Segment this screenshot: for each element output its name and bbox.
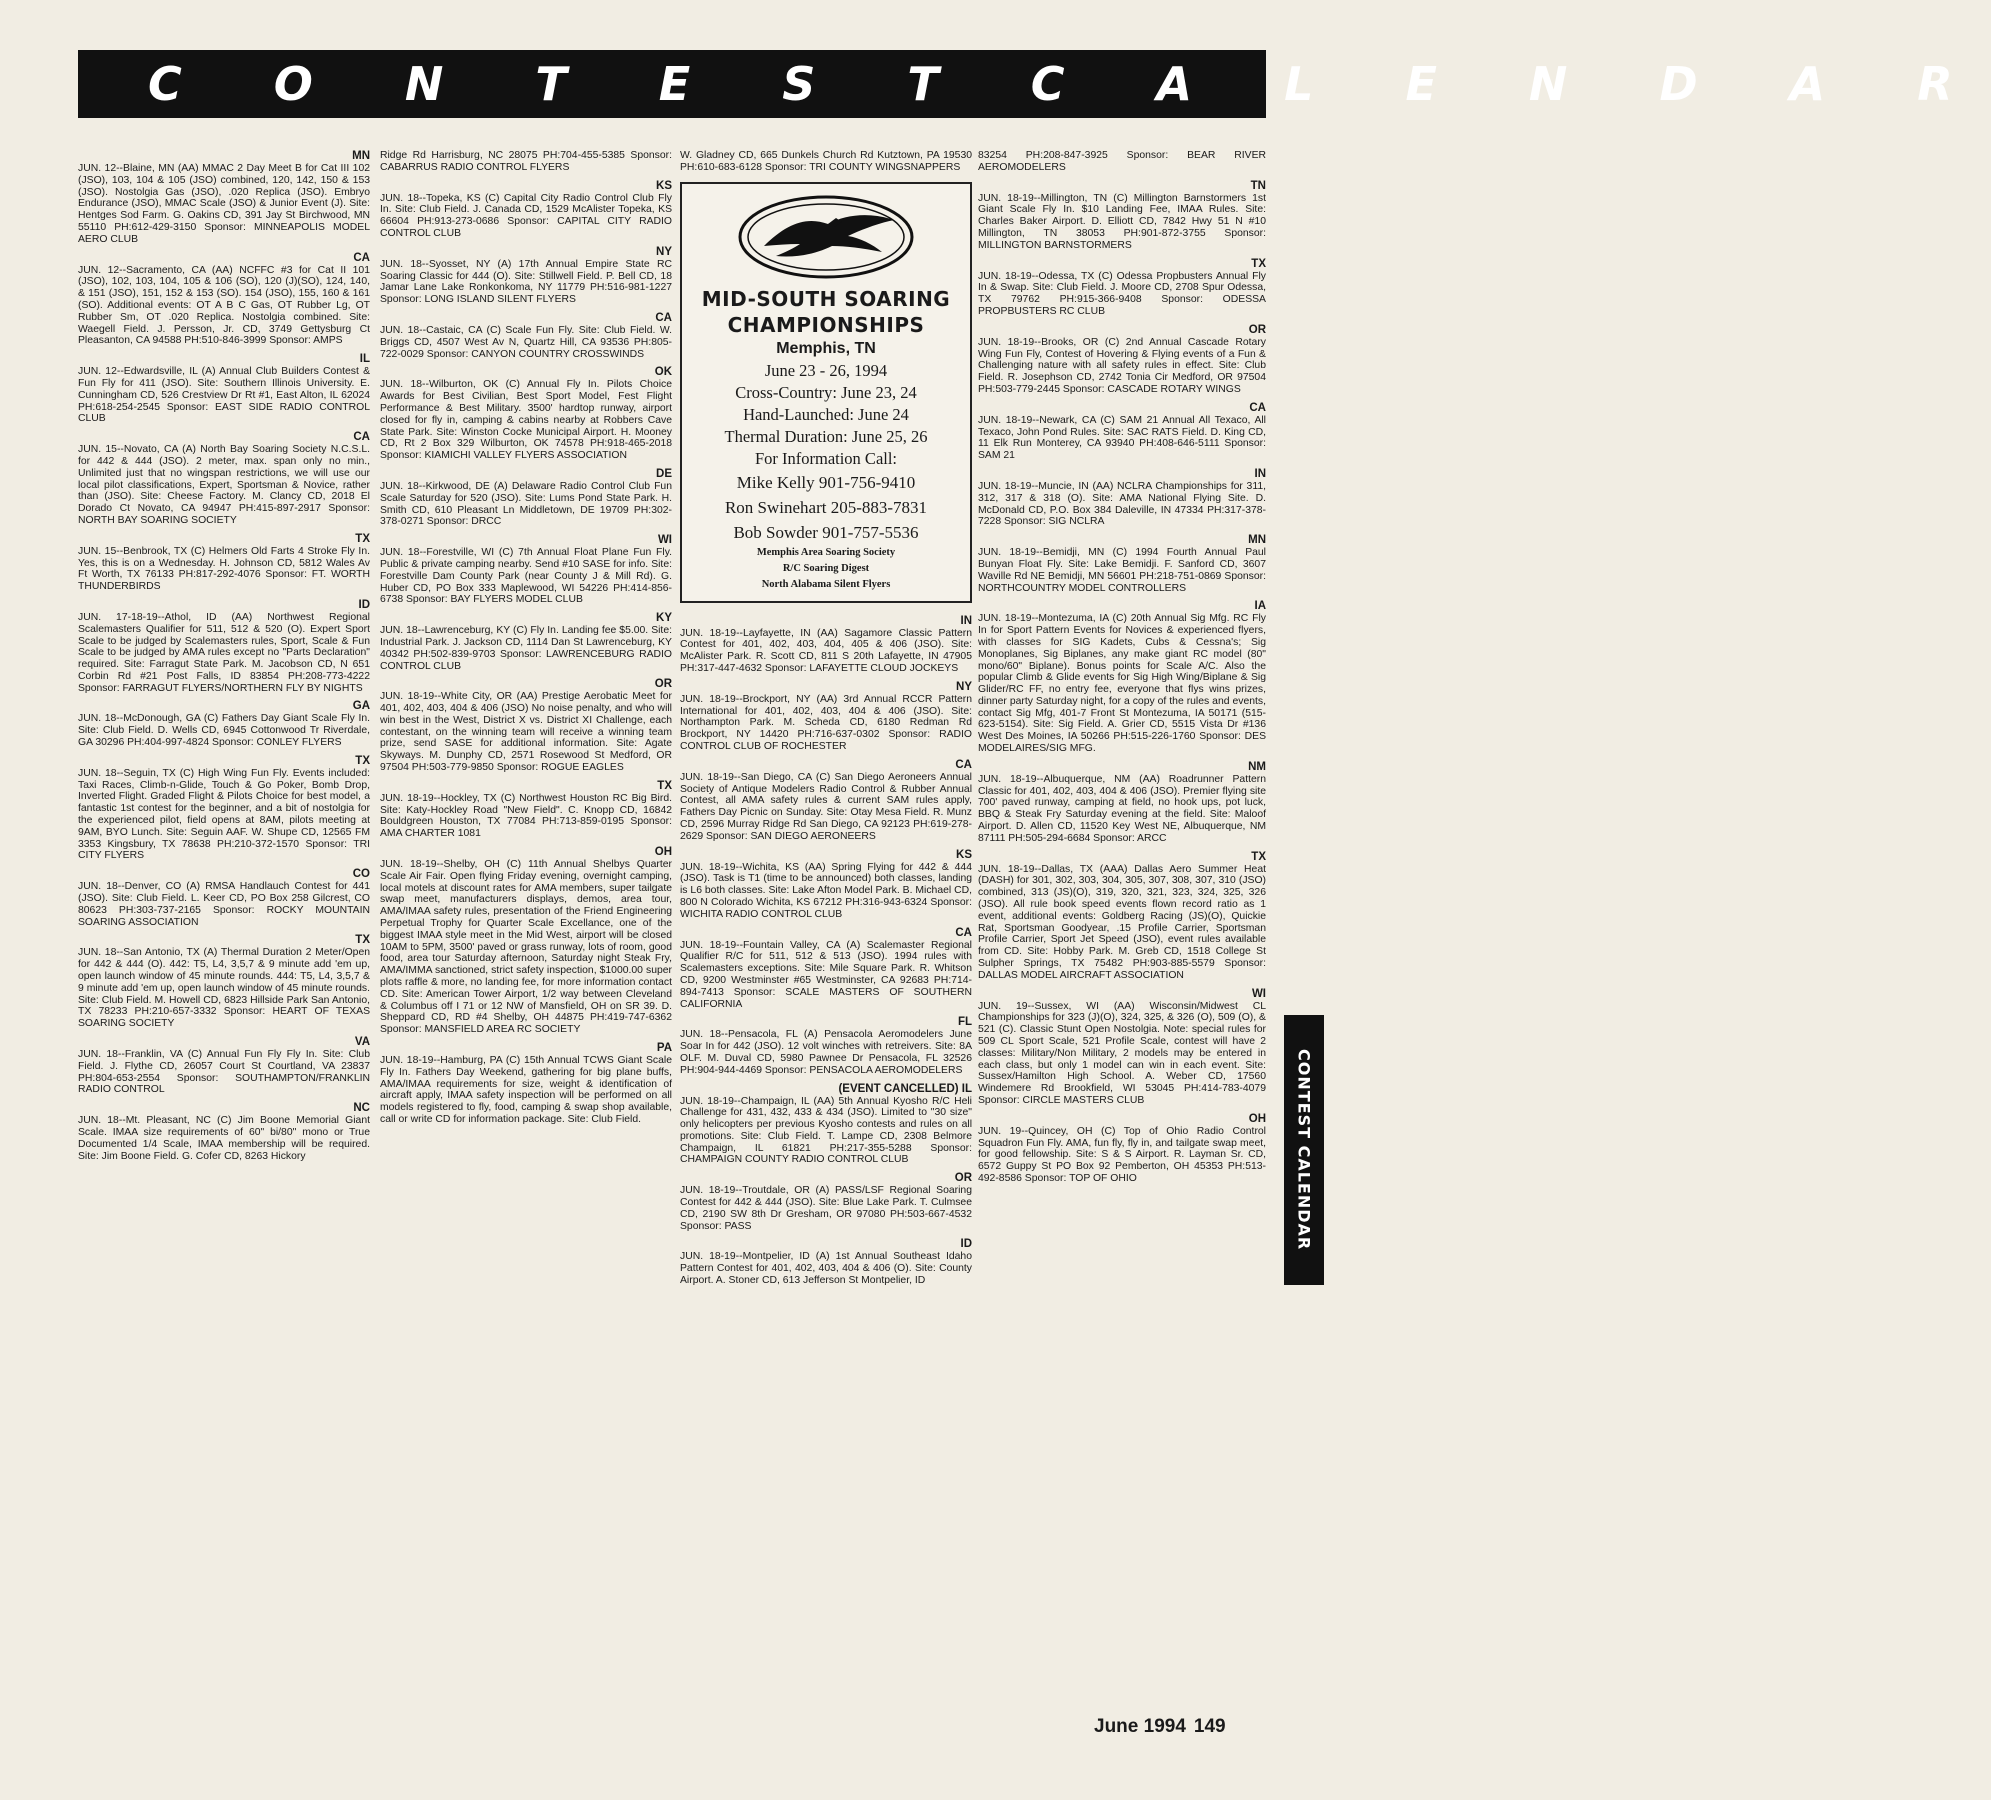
contest-listing: JUN. 18-19--Hockley, TX (C) Northwest Houston RC Big Bird. Site: Katy-Hockley Road "New Field". C. Knopp CD, 16842 Bouldgreen Houston, TX 77084 PH:713-859-0195 Sponsor: AMA CHARTER 1081 xyxy=(380,792,672,840)
contest-listing: JUN. 18-19--Brockport, NY (AA) 3rd Annual RCCR Pattern International for 401, 402, 403, 404 & 406 (JSO). Site: Northampton Park. M. Scheda CD, 6180 Redman Rd Brockport, NY 14420 PH:716-637-0302 Sponsor: RADIO CONTROL CLUB OF ROCHESTER xyxy=(680,693,972,752)
ad-sponsor: North Alabama Silent Flyers xyxy=(761,578,891,590)
state-heading: IN xyxy=(1254,467,1266,480)
state-heading: FL xyxy=(957,1016,972,1029)
contest-listing: JUN. 18--Franklin, VA (C) Annual Fun Fly Fly In. Site: Club Field. J. Flythe CD, 26057 Court St Courtland, VA 23837 PH:804-653-2554 Sponsor: SOUTHAMPTON/FRANKLIN RADIO CONTROL xyxy=(78,1049,370,1096)
contest-listing: JUN. 18--Topeka, KS (C) Capital City Radio Control Club Fly In. Site: Club Field. J. Canada CD, 1529 McAlister Topeka, KS 66604 PH:913-273-0686 Sponsor: CAPITAL CITY RADIO CONTROL CLUB xyxy=(380,192,672,239)
state-heading: CA xyxy=(655,311,672,324)
contest-listing: JUN. 12--Edwardsville, IL (A) Annual Club Builders Contest & Fun Fly for 411 (JSO). Site: Southern Illinois University. E. Cunningham CD, 526 Crestview Dr Rt #1, East Alton, IL 62024 PH:618-254-2545 Sponsor: EAST SIDE RADIO CONTROL CLUB xyxy=(78,366,370,425)
contest-listing: JUN. 18-19--Muncie, IN (AA) NCLRA Championships for 311, 312, 317 & 318 (O). Site: AMA National Flying Site. D. McDonald CD, P.O. Box 384 Daleville, IN 47334 PH:317-378-7228 Sponsor: SIG NCLRA xyxy=(978,480,1266,528)
state-heading: WI xyxy=(1251,987,1266,1000)
state-heading: TX xyxy=(355,754,370,767)
contest-listing: JUN. 18-19--Odessa, TX (C) Odessa Propbusters Annual Fly In & Swap. Site: Club Field. J. Moore CD, 2708 Spur Odessa, TX 79762 PH:915-366-9408 Sponsor: ODESSA PROPBUSTERS RC CLUB xyxy=(978,270,1266,317)
contest-listing: JUN. 18-19--Champaign, IL (AA) 5th Annual Kyosho R/C Heli Challenge for 431, 432, 433 & 434 (JSO). Limited to "30 size" only helicopters per previous Kyosho contests and rules on all promotions. Site: Club Field. T. Lampe CD, 2308 Belmore Champaign, IL 61821 PH:217-355-5288 Sponsor: CHAMPAIGN COUNTY RADIO CONTROL CLUB xyxy=(680,1095,972,1166)
contest-listing: JUN. 12--Sacramento, CA (AA) NCFFC #3 for Cat II 101 (JSO), 102, 103, 104, 105 & 106 (SO), 120 (J)(SO), 124, 140, & 151 (JSO), 151, 152 & 153 (SO). 154 (JSO), 155, 160 & 161 (SO). Additional events: OT A B C Gas, OT Rubber Lg, OT Rubber Sm, OT .020 Replica. Nostolgia combined. Site: Waegell Field. J. Persson, Jr. CD, 3749 Gettysburg Ct Pleasanton, CA 94588 PH:510-846-3999 Sponsor: AMPS xyxy=(78,264,370,347)
page-footer xyxy=(1094,1716,1226,1738)
ad-contact: Mike Kelly 901-756-9410 xyxy=(736,472,916,492)
contest-listing: JUN. 18--Kirkwood, DE (A) Delaware Radio Control Club Fun Scale Saturday for 520 (JSO). Site: Lums Pond State Park. H. Smith CD, 610 Pleasant Ln Middletown, DE 19709 PH:302-378-0271 Sponsor: DRCC xyxy=(380,480,672,528)
contest-listing: JUN. 18-19--Troutdale, OR (A) PASS/LSF Regional Soaring Contest for 442 & 444 (JSO). Site: Blue Lake Park. T. Culmsee CD, 2190 SW 8th Dr Gresham, OR 97080 PH:503-667-4532 Sponsor: PASS xyxy=(680,1185,972,1232)
ad-title-1: MID-SOUTH SOARING xyxy=(701,286,951,311)
contest-listing: JUN. 15--Benbrook, TX (C) Helmers Old Farts 4 Stroke Fly In. Yes, this is on a Wednesday. H. Johnson CD, 5812 Wales Av Ft Worth, TX 76133 PH:817-292-4076 Sponsor: FT. WORTH THUNDERBIRDS xyxy=(78,545,370,593)
contest-calendar-banner xyxy=(78,50,1991,118)
side-tab xyxy=(1284,1015,1324,1285)
state-heading: ID xyxy=(358,598,370,611)
state-heading: OH xyxy=(654,846,672,859)
contest-listing: JUN. 18--Syosset, NY (A) 17th Annual Empire State RC Soaring Classic for 444 (O). Site: Stillwell Field. P. Bell CD, 18 Jamar Lane Lake Ronkonkoma, NY 11779 PH:516-981-1227 Sponsor: LONG ISLAND SILENT FLYERS xyxy=(380,258,672,306)
state-heading: PA xyxy=(656,1042,672,1055)
state-heading: TX xyxy=(1251,257,1266,270)
state-heading: OR xyxy=(1248,323,1266,336)
contest-listing: JUN. 12--Blaine, MN (AA) MMAC 2 Day Meet B for Cat III 102 (JSO), 103, 104 & 105 (JSO) combined, 120, 142, 150 & 153 (JSO). Nostolgia Gas (JSO), .020 Replica (JSO). Embryo Endurance (JSO), MMAC Scale (JSO) & Junior Event (J). Site: Hentges Sod Farm. G. Oakins CD, 391 Jay St Birchwood, MN 55110 PH:612-429-3150 Sponsor: MINNEAPOLIS MODEL AERO CLUB xyxy=(78,163,370,245)
contest-listing: JUN. 17-18-19--Athol, ID (AA) Northwest Regional Scalemasters Qualifier for 511, 512 & 520 (O). Expert Sport Scale to be judged by Scalemasters rules, Sport, Scale & Fun Scale to be judged by AMA rules except no "Parts Declaration" required. Site: Farragut State Park. M. Jacobson CD, N 651 Corbin Rd #21 Post Falls, ID 83854 PH:208-773-4222 Sponsor: FARRAGUT FLYERS/NORTHERN FLY BY NIGHTS xyxy=(78,611,370,694)
state-heading: MN xyxy=(352,150,370,162)
state-heading: GA xyxy=(352,700,370,713)
contest-listing: JUN. 18-19--Wichita, KS (AA) Spring Flying for 442 & 444 (JSO). Task is T1 (time to be announced) both classes, landing is L6 both classes. Site: Lake Afton Model Park. B. Michael CD, 800 N Colorado Wichita, KS 67212 PH:316-943-6324 Sponsor: WICHITA RADIO CONTROL CLUB xyxy=(680,861,972,920)
ad-sponsor: R/C Soaring Digest xyxy=(782,562,870,574)
state-heading: TX xyxy=(1251,850,1266,863)
side-tab-label: CONTEST CALENDAR xyxy=(1294,1049,1314,1251)
state-heading: VA xyxy=(354,1036,370,1049)
state-heading: IN xyxy=(960,614,972,627)
state-heading: TX xyxy=(355,532,370,545)
state-heading: NM xyxy=(1248,760,1266,773)
contest-listing: JUN. 18-19--White City, OR (AA) Prestige Aerobatic Meet for 401, 402, 403, 404 & 406 (JSO) No noise penalty, and who will win best in the West, District X vs. District XI Challenge, each contestant, on the winning team will receive a winning team prize, send SASE for additional information. Site: Agate Skyways. M. Dunphy CD, 2571 Rosewood St Medford, OR 97504 PH:503-779-9850 Sponsor: ROGUE EAGLES xyxy=(380,691,672,774)
contest-listing: JUN. 18-19--Montpelier, ID (A) 1st Annual Southeast Idaho Pattern Contest for 401, 402, 403, 404 & 406 (O). Site: County Airport. A. Stoner CD, 613 Jefferson St Montpelier, ID xyxy=(680,1251,972,1287)
ad-cross-country: Cross-Country: June 23, 24 xyxy=(735,382,917,402)
state-heading: (EVENT CANCELLED) IL xyxy=(838,1082,972,1095)
state-heading: CA xyxy=(955,758,972,771)
state-heading: TX xyxy=(657,779,672,792)
page-number: 149 xyxy=(1193,1716,1226,1737)
contest-listing: Ridge Rd Harrisburg, NC 28075 PH:704-455-5385 Sponsor: CABARRUS RADIO CONTROL FLYERS xyxy=(380,150,672,173)
banner-title: C O N T E S T C A L E N D A R xyxy=(148,57,1991,111)
contest-listing: JUN. 18--San Antonio, TX (A) Thermal Duration 2 Meter/Open for 442 & 444 (O). 442: T5, L4, 3,5,7 & 9 minute add 'em up, open launch window of 45 minute rounds. 444: T5, L4, 3,5,7 & 9 minute add 'em up, open launch window of 45 minute rounds. Site: Club Field. M. Howell CD, 6823 Hillside Park San Antonio, TX 78233 PH:210-657-3332 Sponsor: HEART OF TEXAS SOARING SOCIETY xyxy=(78,947,370,1030)
contest-listing: JUN. 18--Seguin, TX (C) High Wing Fun Fly. Events included: Taxi Races, Climb-n-Glide, Touch & Go Poker, Bomb Drop, Inverted Flight. Graded Flight & Pilots Choice for best model, a fantastic 1st contest for the beginner, and a bit of nostolgia for the experienced pilot, field opens at 8AM, pilots meeting at 9AM, BYO Lunch. Site: Seguin AAF. W. Shupe CD, 12565 FM 3353 Kingsbury, TX 78638 PH:210-372-1570 Sponsor: TRI CITY FLYERS xyxy=(78,767,370,862)
state-heading: MN xyxy=(1248,534,1266,547)
state-heading: KY xyxy=(656,612,672,625)
contest-listing: JUN. 18-19--Newark, CA (C) SAM 21 Annual All Texaco, All Texaco, John Pond Rules. Site: SAC RATS Field. D. King CD, 11 Elk Run Monterey, CA 93940 PH:408-646-5111 Sponsor: SAM 21 xyxy=(978,414,1266,462)
contest-listing: JUN. 18--Denver, CO (A) RMSA Handlauch Contest for 441 (JSO). Site: Club Field. L. Keer CD, PO Box 258 Gilcrest, CO 80623 PH:303-737-2165 Sponsor: ROCKY MOUNTAIN SOARING ASSOCIATION xyxy=(78,881,370,928)
column-2 xyxy=(380,150,672,1740)
contest-listing: JUN. 18-19--Montezuma, IA (C) 20th Annual Sig Mfg. RC Fly In for Sport Pattern Events for Novices & experienced flyers, with classes for SIG Kadets, Cubs & Cessna's; Sig Monoplanes, Sig Biplanes, any make giant RC model (80" mono/60" Biplane). Bonus points for Scale A/C. Also the popular Climb & Glide events for Sig High Wing/Biplane & Sig Glider/RC FF, no entry fee, everyone that flys wins prizes, dinner party Saturday night, for a copy of the rules and events, contact Sig Mfg, 401-7 Front St Montezuma, IA 50171 (515-623-5154). Site: Sig Field. A. Grier CD, 5515 Vista Dr #136 West Des Moines, IA 50266 PH:515-226-1760 Sponsor: DES MODELAIRES/SIG MFG. xyxy=(978,613,1266,755)
column-4 xyxy=(978,150,1266,1740)
state-heading: KS xyxy=(956,848,972,861)
contest-listing: 83254 PH:208-847-3925 Sponsor: BEAR RIVER AEROMODELERS xyxy=(978,150,1266,173)
state-heading: DE xyxy=(656,467,672,480)
state-heading: OH xyxy=(1248,1112,1266,1125)
state-heading: NY xyxy=(656,245,672,258)
state-heading: IA xyxy=(1254,600,1266,613)
contest-listing: JUN. 18-19--Layfayette, IN (AA) Sagamore Classic Pattern Contest for 401, 402, 403, 404, 405 & 406 (JSO). Site: McAlister Park. R. Scott CD, 811 S 20th Lafayette, IN 47905 PH:317-447-4632 Sponsor: LAFAYETTE CLOUD JOCKEYS xyxy=(680,627,972,674)
mid-south-soaring-ad xyxy=(680,182,972,603)
state-heading: WI xyxy=(657,534,672,547)
contest-listing: JUN. 19--Quincey, OH (C) Top of Ohio Radio Control Squadron Fun Fly. AMA, fun fly, fly in, and tailgate swap meet, for good fellowship. Site: S & S Airport. R. Layman Sr. CD, 6572 Guppy St PO Box 92 Pemberton, OH 45353 PH:513-492-8586 Sponsor: TOP OF OHIO xyxy=(978,1125,1266,1184)
state-heading: ID xyxy=(960,1238,972,1251)
state-heading: CA xyxy=(1249,401,1266,414)
state-heading: CA xyxy=(353,251,370,264)
state-heading: KS xyxy=(656,179,672,192)
contest-listing: JUN. 18-19--Albuquerque, NM (AA) Roadrunner Pattern Classic for 401, 402, 403, 404 & 406 (JSO). Premier flying site 700' paved runway, camping at field, no hook ups, pot luck, BBQ & Steak Fry Saturday evening at the field. Site: Maloof Airport. D. Allen CD, 11520 Key West NE, Albuquerque, NM 87111 PH:505-294-6684 Sponsor: ARCC xyxy=(978,773,1266,844)
contest-listing: JUN. 19--Sussex, WI (AA) Wisconsin/Midwest CL Championships for 323 (J)(O), 324, 325, & 326 (O), 509 (O), & 521 (C). Classic Stunt Open Nostolgia. Note: special rules for 509 CL Sport Scale, 521 Profile Scale, contest will have 2 classes: Military/Non Military, 2 models may be entered in each class, but only 1 model can win in each event. Site: Sussex/Hamilton High School. A. Weber CD, 17560 Windemere Rd Brookfield, WI 53045 PH:414-783-4079 Sponsor: CIRCLE MASTERS CLUB xyxy=(978,1000,1266,1106)
ad-contact: Bob Sowder 901-757-5536 xyxy=(733,522,919,542)
contest-listing: JUN. 18-19--San Diego, CA (C) San Diego Aeroneers Annual Society of Antique Modelers Radio Control & Rubber Annual Contest, all AMA safety rules & current SAM rules apply, Fathers Day Picnic on Sunday. Site: Otay Mesa Field. R. Munz CD, 2596 Murray Ridge Rd San Diego, CA 92123 PH:619-278-2629 Sponsor: SAN DIEGO AERONEERS xyxy=(680,771,972,842)
ad-hand-launched: Hand-Launched: June 24 xyxy=(743,404,909,424)
state-heading: OK xyxy=(654,366,672,379)
contest-listing: JUN. 18-19--Brooks, OR (C) 2nd Annual Cascade Rotary Wing Fun Fly, Contest of Hovering & Flying events of a Fun & Challenging nature with all safety rules in effect. Site: Club Field. R. Josephson CD, 2742 Tonia Cir Medford, OR 97504 PH:503-779-2445 Sponsor: CASCADE ROTARY WINGS xyxy=(978,336,1266,395)
contest-listing: JUN. 18--Pensacola, FL (A) Pensacola Aeromodelers June Soar In for 442 (JSO). 12 volt winches with retreivers. Site: 8A OLF. M. Duval CD, 5980 Pawnee Dr Pensacola, FL 32526 PH:904-944-4469 Sponsor: PENSACOLA AEROMODELERS xyxy=(680,1029,972,1076)
issue-date: June 1994 xyxy=(1094,1716,1186,1737)
ad-info: For Information Call: xyxy=(754,448,898,468)
contest-listing: JUN. 18-19--Millington, TN (C) Millington Barnstormers 1st Giant Scale Fly In. $10 Landing Fee, IMAA Rules. Site: Charles Baker Airport. D. Elliott CD, 7842 Hwy 51 N #10 Millington, TN 38053 PH:901-872-3755 Sponsor: MILLINGTON BARNSTORMERS xyxy=(978,192,1266,251)
contest-listing: JUN. 18--McDonough, GA (C) Fathers Day Giant Scale Fly In. Site: Club Field. D. Wells CD, 6945 Cottonwood Tr Riverdale, GA 30296 PH:404-997-4824 Sponsor: CONLEY FLYERS xyxy=(78,713,370,749)
state-heading: TX xyxy=(355,934,370,947)
state-heading: NY xyxy=(956,680,972,693)
state-heading: CO xyxy=(352,868,370,881)
contest-listing: JUN. 18-19--Hamburg, PA (C) 15th Annual TCWS Giant Scale Fly In. Fathers Day Weekend, gathering for big plane buffs, AMA/IMAA requirements for size, weight & identification of aircraft apply, IMAA safety inspection will be performed on all models registered to fly, food, camping & swap shop available, call or write CD for information package. Site: Club Field. xyxy=(380,1055,672,1125)
contest-listing: JUN. 18--Castaic, CA (C) Scale Fun Fly. Site: Club Field. W. Briggs CD, 4507 West Av N, Quartz Hill, CA 93536 PH:805-722-0029 Sponsor: CANYON COUNTRY CROSSWINDS xyxy=(380,324,672,360)
contest-listing: JUN. 18--Forestville, WI (C) 7th Annual Float Plane Fun Fly. Public & private camping nearby. Send #10 SASE for info. Site: Forestville Dam County Park (near County J & Mill Rd). G. Huber CD, PO Box 333 Maplewood, WI 54226 PH:414-856-6738 Sponsor: BAY FLYERS MODEL CLUB xyxy=(380,547,672,606)
contest-listing: W. Gladney CD, 665 Dunkels Church Rd Kutztown, PA 19530 PH:610-683-6128 Sponsor: TRI COUNTY WINGSNAPPERS xyxy=(680,150,972,173)
state-heading: IL xyxy=(359,353,370,366)
column-3 xyxy=(680,150,972,1740)
ad-sponsor: Memphis Area Soaring Society xyxy=(756,546,896,558)
contest-listing: JUN. 15--Novato, CA (A) North Bay Soaring Society N.C.S.L. for 442 & 444 (JSO). 2 meter, max. span only no min., Unlimited just that no wingspan restrictions, we will use our local pilot classifications, Expert, Sportsman & Novice, rather than (JSO). Site: Cheese Factory. M. Clancy CD, 2018 El Dorado Ct Novato, CA 94947 PH:415-897-2917 Sponsor: NORTH BAY SOARING SOCIETY xyxy=(78,444,370,526)
contest-listing: JUN. 18--Mt. Pleasant, NC (C) Jim Boone Memorial Giant Scale. IMAA size requirements of 60" bi/80" mono or True Documented 1/4 Scale, IMAA membership will be required. Site: Jim Boone Field. G. Cofer CD, 8263 Hickory xyxy=(78,1115,370,1162)
contest-listing: JUN. 18--Wilburton, OK (C) Annual Fly In. Pilots Choice Awards for Best Civilian, Best Sport Model, Fest Flight Performance & Best Military. 3500' hardtop runway, airport closed for fly in, camping & cabins nearby at Robbers Cave State Park. Site: Winston Cocke Municipal Airport. H. Mooney CD, Rt 2 Box 329 Wilburton, OK 74578 PH:918-465-2018 Sponsor: KIAMICHI VALLEY FLYERS ASSOCIATION xyxy=(380,379,672,462)
ad-city: Memphis, TN xyxy=(776,339,876,357)
contest-listing: JUN. 18--Lawrenceburg, KY (C) Fly In. Landing fee $5.00. Site: Industrial Park. J. Jackson CD, 1114 Dan St Lawrenceburg, KY 40342 PH:502-839-9703 Sponsor: LAWRENCEBURG RADIO CONTROL CLUB xyxy=(380,625,672,672)
contest-listing: JUN. 18-19--Bemidji, MN (C) 1994 Fourth Annual Paul Bunyan Float Fly. Site: Lake Bemidji. F. Sanford CD, 3607 Waville Rd NE Bemidji, MN 56601 PH:218-751-0869 Sponsor: NORTHCOUNTRY MODEL CONTROLLERS xyxy=(978,547,1266,594)
state-heading: OR xyxy=(654,678,672,691)
ad-thermal: Thermal Duration: June 25, 26 xyxy=(724,426,928,446)
contest-listing: JUN. 18-19--Dallas, TX (AAA) Dallas Aero Summer Heat (DASH) for 301, 302, 303, 304, 305, 307, 308, 307, 310 (JSO) combined, 313 (JS)(O), 319, 320, 321, 323, 324, 325, 326 (JSO). All rule book speed events flown record ratio as 1 event, additional events: Goldberg Racing (JS)(O), Quickie Rat, Sportsman Goodyear, .15 Profile Carrier, Sportsman Profile Carrier, Sport Jet Speed (JSO), event rules available from CD. Site: Hobby Park. M. Greb CD, 1518 College St Sulpher Springs, TX 75482 PH:903-885-5579 Sponsor: DALLAS MODEL AIRCRAFT ASSOCIATION xyxy=(978,863,1266,981)
state-heading: CA xyxy=(955,926,972,939)
ad-dates: June 23 - 26, 1994 xyxy=(764,360,888,380)
ad-title-2: CHAMPIONSHIPS xyxy=(727,312,925,337)
state-heading: CA xyxy=(353,431,370,444)
eagle-logo-icon xyxy=(736,194,916,280)
contest-listing: JUN. 18-19--Fountain Valley, CA (A) Scalemaster Regional Qualifier R/C for 511, 512 & 513 (JSO). 1994 rules with Scalemasters exceptions. Site: Mile Square Park. R. Whitson CD, 9200 Westminster #65 Westminster, CA 92683 PH:714-894-7413 Sponsor: SCALE MASTERS OF SOUTHERN CALIFORNIA xyxy=(680,939,972,1010)
state-heading: NC xyxy=(353,1102,370,1115)
state-heading: OR xyxy=(954,1172,972,1185)
contest-listing: JUN. 18-19--Shelby, OH (C) 11th Annual Shelbys Quarter Scale Air Fair. Open flying Friday evening, overnight camping, local motels at discount rates for AMA members, super tailgate swap meet, manufacturers displays, demos, area tour, AMA/IMAA safety rules, presentation of the Friend Engineering Perpetual Trophy for Quarter Scale Excellance, one of the biggest IMAA style meet in the Mid West, airport will be closed 10AM to 5PM, 3500' paved or grass runway, lots of room, good food, area tour Saturday afternoon, Saturday night Steak Fry, AMA/IMMA sanctioned, strict safety inspection, $1000.00 super plots raffle & more, no landing fee, for more information contact CD. Site: American Tower Airport, 1/2 way between Cleveland & Columbus off I 71 or 12 NW of Mansfield, OH on SR 39. D. Sheppard CD, RD #4 Shelby, OH 44875 PH:419-747-6362 Sponsor: MANSFIELD AREA RC SOCIETY xyxy=(380,859,672,1036)
ad-contact: Ron Swinehart 205-883-7831 xyxy=(724,497,928,517)
column-1 xyxy=(78,150,370,1740)
state-heading: TN xyxy=(1250,179,1266,192)
